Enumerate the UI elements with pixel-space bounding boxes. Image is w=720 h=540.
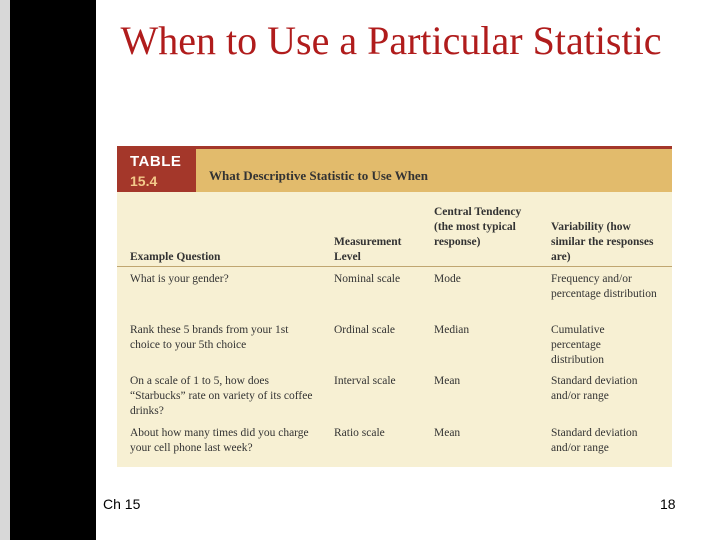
row2-question: Rank these 5 brands from your 1st choice to your 5th choice [130, 324, 289, 351]
row4-question: About how many times did you charge your cell phone last week? [130, 427, 309, 454]
table-tag-word: TABLE [130, 153, 182, 170]
table-caption: What Descriptive Statistic to Use When [209, 168, 428, 183]
header-variability: Variability (how similar the responses are) [551, 221, 654, 263]
header-example-question: Example Question [130, 251, 221, 263]
table-tag-number: 15.4 [130, 173, 158, 189]
row4-central: Mean [434, 427, 461, 439]
row4-level: Ratio scale [334, 427, 385, 439]
statistics-table [117, 146, 672, 467]
row2-variability: Cumulative percentage distribution [551, 324, 605, 366]
slide-left-edge [0, 0, 10, 540]
slide-left-bar [10, 0, 96, 540]
header-divider [117, 266, 672, 267]
table-top-rule [117, 146, 672, 149]
header-measurement-level: Measurement Level [334, 236, 402, 263]
row3-central: Mean [434, 375, 461, 387]
row3-question: On a scale of 1 to 5, how does “Starbucks” rate on variety of its coffee drinks? [130, 375, 313, 417]
row1-variability: Frequency and/or percentage distribution [551, 273, 657, 300]
row1-question: What is your gender? [130, 273, 229, 285]
row4-variability: Standard deviation and/or range [551, 427, 638, 454]
slide-title: When to Use a Particular Statistic [120, 18, 662, 63]
row2-central: Median [434, 324, 470, 336]
row3-level: Interval scale [334, 375, 396, 387]
row1-central: Mode [434, 273, 461, 285]
row2-level: Ordinal scale [334, 324, 395, 336]
header-central-tendency: Central Tendency (the most typical response) [434, 206, 522, 248]
table-tag [117, 149, 196, 192]
page-number: 18 [660, 496, 676, 512]
footer-chapter: Ch 15 [103, 496, 141, 512]
row1-level: Nominal scale [334, 273, 401, 285]
row3-variability: Standard deviation and/or range [551, 375, 638, 402]
